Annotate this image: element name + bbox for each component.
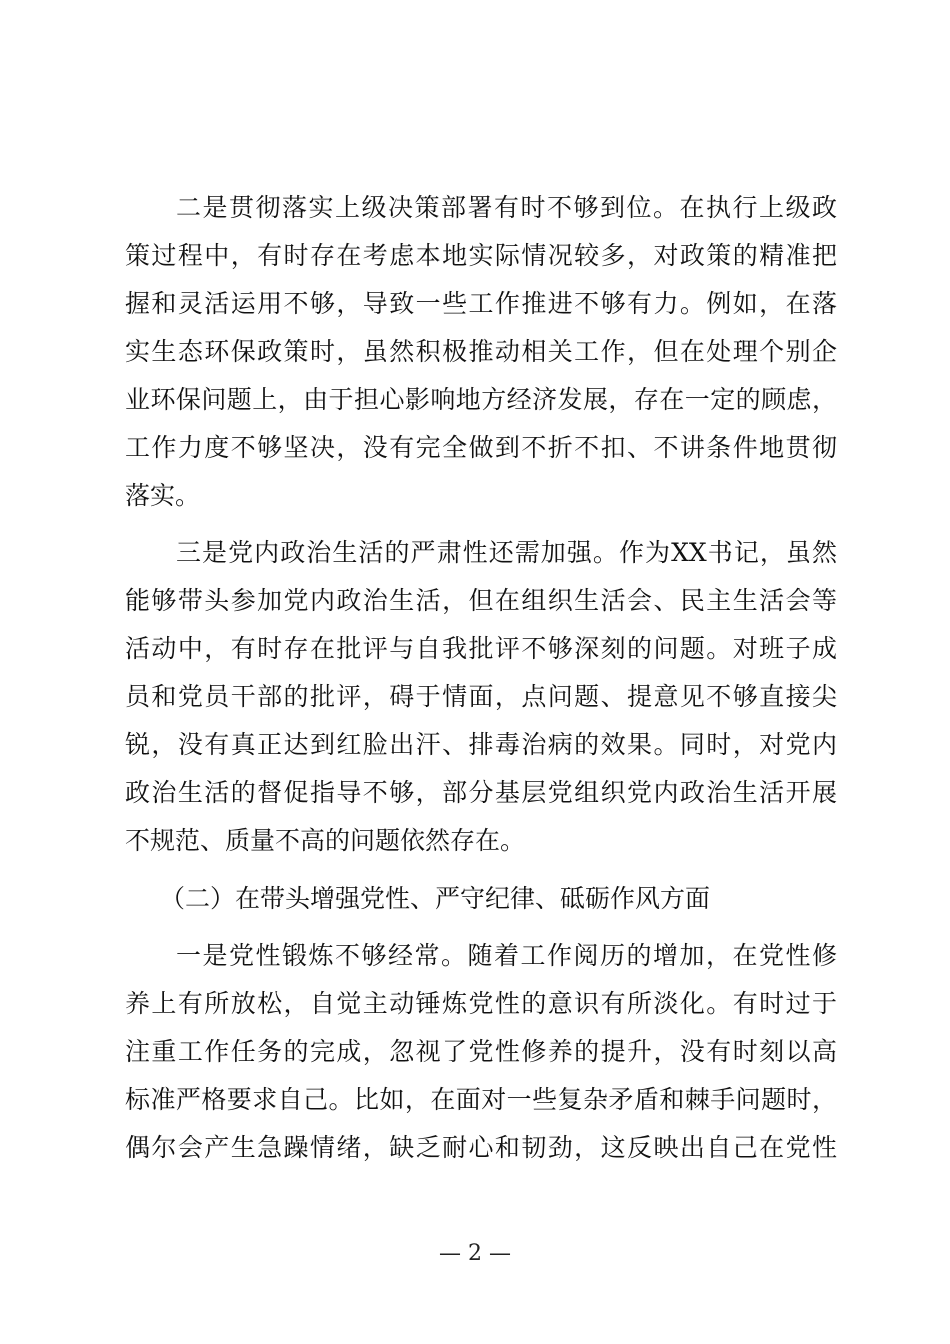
paragraph-4-line-5: 偶尔会产生急躁情绪，缺乏耐心和韧劲，这反映出自己在党性 [125,1133,837,1162]
paragraph-4-line-2: 养上有所放松，自觉主动锤炼党性的意识有所淡化。有时过于 [125,989,837,1018]
page-number: — 2 — [439,1241,511,1266]
section-heading: （二）在带头增强党性、严守纪律、砥砺作风方面 [160,884,711,913]
paragraph-2-line-2: 策过程中，有时存在考虑本地实际情况较多，对政策的精准把 [125,241,837,270]
paragraph-4-line-1: 一是党性锻炼不够经常。随着工作阅历的增加，在党性修 [176,941,837,970]
paragraph-2-line-4: 实生态环保政策时，虽然积极推动相关工作，但在处理个别企 [125,337,837,366]
paragraph-3-line-2: 能够带头参加党内政治生活，但在组织生活会、民主生活会等 [125,586,837,615]
paragraph-3-line-3: 活动中，有时存在批评与自我批评不够深刻的问题。对班子成 [125,634,837,663]
paragraph-3-line-1: 三是党内政治生活的严肃性还需加强。作为XX书记，虽然 [176,538,837,567]
paragraph-3-line-5: 锐，没有真正达到红脸出汗、排毒治病的效果。同时，对党内 [125,730,837,759]
paragraph-4-line-3: 注重工作任务的完成，忽视了党性修养的提升，没有时刻以高 [125,1037,837,1066]
paragraph-2-line-7: 落实。 [125,481,201,510]
paragraph-2-line-6: 工作力度不够坚决，没有完全做到不折不扣、不讲条件地贯彻 [125,433,837,462]
paragraph-3-line-6: 政治生活的督促指导不够，部分基层党组织党内政治生活开展 [125,778,837,807]
paragraph-2-line-1: 二是贯彻落实上级决策部署有时不够到位。在执行上级政 [176,193,837,222]
paragraph-4-line-4: 标准严格要求自己。比如，在面对一些复杂矛盾和棘手问题时， [125,1085,837,1114]
paragraph-2-line-5: 业环保问题上，由于担心影响地方经济发展，存在一定的顾虑， [125,385,837,414]
paragraph-3-line-7: 不规范、质量不高的问题依然存在。 [125,826,526,855]
paragraph-2-line-3: 握和灵活运用不够，导致一些工作推进不够有力。例如，在落 [125,289,837,318]
paragraph-3-line-4: 员和党员干部的批评，碍于情面，点问题、提意见不够直接尖 [125,682,837,711]
